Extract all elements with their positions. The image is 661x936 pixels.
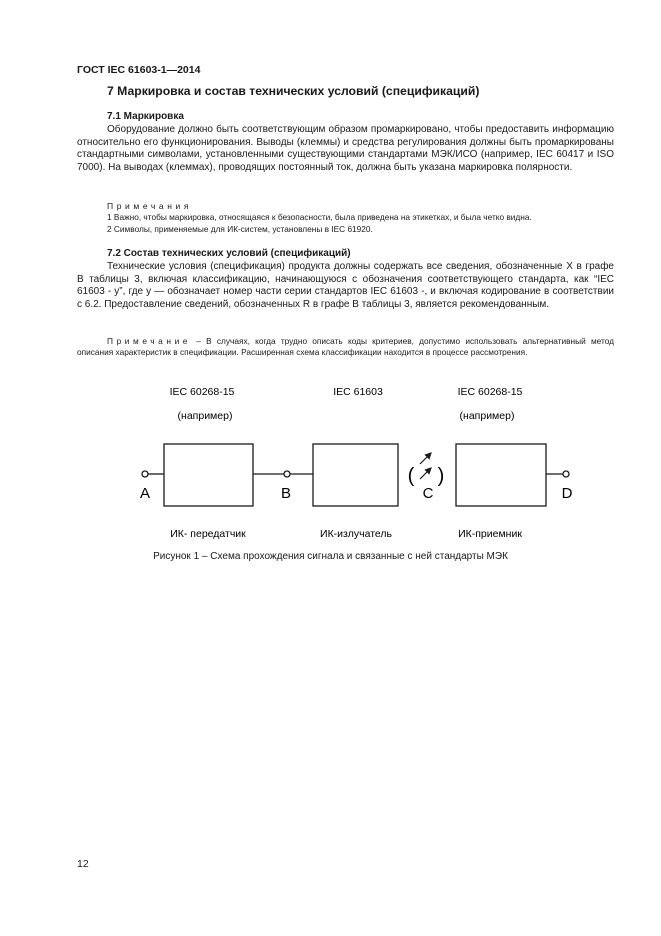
- point-a-label: A: [139, 485, 151, 502]
- signal-path-diagram: [0, 375, 661, 545]
- block-emitter: [313, 444, 398, 506]
- ir-ray-arrow-2: [420, 468, 431, 479]
- figure-caption: Рисунок 1 – Схема прохождения сигнала и связанные с ней стандарты МЭК: [153, 551, 508, 562]
- ir-ray-arrow-1: [420, 453, 431, 464]
- terminal-d: [563, 471, 569, 477]
- section-title: 7 Маркировка и состав технических условий (спецификаций): [107, 84, 480, 98]
- note-2: 2 Символы, применяемые для ИК-систем, установлены в IEC 61920.: [107, 224, 373, 234]
- point-d-label: D: [561, 485, 573, 502]
- close-paren-glyph: ): [437, 465, 445, 487]
- subsection-7-2-note: [77, 336, 614, 359]
- block-transmitter: [164, 444, 253, 506]
- note-1: 1 Важно, чтобы маркировка, относящаяся к безопасности, была приведена на этикетках, и была четко видна.: [107, 212, 532, 222]
- subsection-7-2-title: 7.2 Состав технических условий (спецификаций): [107, 248, 351, 259]
- standard-header: ГОСТ IEC 61603-1—2014: [77, 64, 201, 76]
- open-paren-glyph: (: [407, 465, 415, 487]
- note-text: – В случаях, когда трудно описать коды критериев, допустимо использовать альтернативный метод описания характеристик в спецификации. Расширенная схема классификации находится в процессе рассмотрения.: [77, 336, 614, 358]
- subsection-7-1-title: 7.1 Маркировка: [107, 111, 184, 122]
- standard-label-1: IEC 60268-15: [169, 386, 235, 398]
- note-label: Примечание: [107, 336, 192, 346]
- point-c-label: C: [422, 485, 434, 502]
- terminal-a: [142, 471, 148, 477]
- block-label-receiver: ИК-приемник: [458, 528, 522, 540]
- standard-label-2: IEC 61603: [333, 386, 383, 398]
- block-label-transmitter: ИК- передатчик: [170, 528, 246, 540]
- standard-label-3: IEC 60268-15: [457, 386, 523, 398]
- example-label-1: (например): [177, 410, 233, 422]
- point-b-label: B: [280, 485, 292, 502]
- example-label-2: (например): [459, 410, 515, 422]
- subsection-7-1-paragraph: Оборудование должно быть соответствующим образом промаркировано, чтобы предоставить информацию относительно его функционирования. Выводы (клеммы) и средства регулирования должны быть промаркированы стандартными символами, установленными существующими стандартами МЭК/ИСО (например, IEC 60417 и ISO 7000). На выводах (клеммах), проводящих постоянный ток, должна быть указана маркировка полярности.: [77, 124, 614, 173]
- notes-heading: Примечания: [107, 201, 193, 211]
- subsection-7-2-paragraph: Технические условия (спецификация) продукта должны содержать все сведения, обозначенные X в графе B таблицы 3, включая классификацию, начинающуюся с обозначения соответствующего стандарта, как “IEC 61603 - y”, где y — обозначает номер части серии стандартов IEC 61603 -, и включая кодирование в соответствии с 6.2. Предоставление сведений, обозначенных R в графе B таблицы 3, является рекомендованным.: [77, 261, 614, 310]
- terminal-b: [284, 471, 290, 477]
- page-number: 12: [77, 858, 89, 870]
- block-label-emitter: ИК-излучатель: [320, 528, 392, 540]
- block-receiver: [456, 444, 546, 506]
